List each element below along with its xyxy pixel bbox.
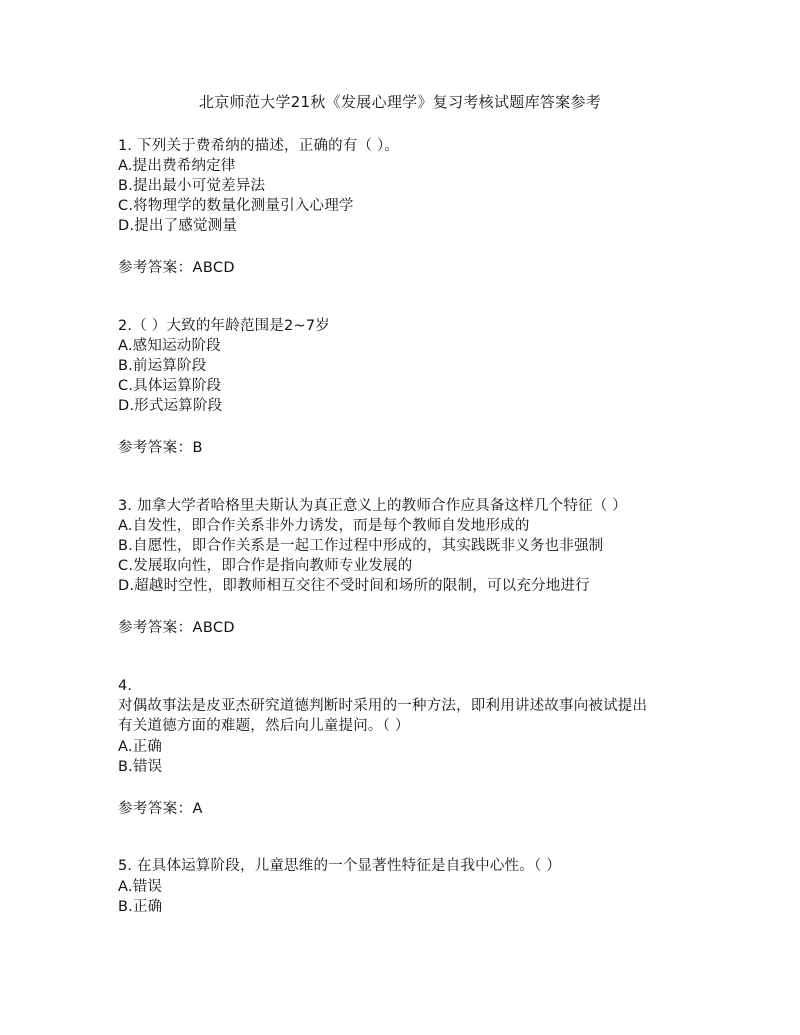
question-1-option-c: C.将物理学的数量化测量引入心理学 — [118, 198, 354, 214]
question-4-option-b: B.错误 — [118, 759, 163, 775]
question-3-option-d: D.超越时空性，即教师相互交往不受时间和场所的限制，可以充分地进行 — [118, 578, 590, 594]
question-4-stem-line-2: 有关道德方面的难题，然后向儿童提问。（ ） — [118, 718, 410, 734]
question-1-option-d: D.提出了感觉测量 — [118, 218, 238, 234]
question-3-option-b: B.自愿性，即合作关系是一起工作过程中形成的，其实践既非义务也非强制 — [118, 538, 604, 554]
question-4-number: 4. — [118, 678, 133, 694]
question-4-option-a: A.正确 — [118, 739, 163, 755]
question-2-answer: 参考答案：B — [118, 440, 203, 456]
question-5-stem: 5. 在具体运算阶段，儿童思维的一个显著性特征是自我中心性。（ ） — [118, 858, 561, 874]
question-5-option-b: B.正确 — [118, 899, 163, 915]
question-3-option-c: C.发展取向性，即合作是指向教师专业发展的 — [118, 558, 413, 574]
document-title: 北京师范大学21秋《发展心理学》复习考核试题库答案参考 — [198, 93, 602, 111]
question-2-option-c: C.具体运算阶段 — [118, 378, 222, 394]
question-1-stem: 1. 下列关于费希纳的描述，正确的有（ ）。 — [118, 138, 400, 154]
question-1-option-b: B.提出最小可觉差异法 — [118, 178, 266, 194]
question-2-stem: 2.（ ）大致的年龄范围是2~7岁 — [118, 318, 330, 334]
question-3-stem: 3. 加拿大学者哈格里夫斯认为真正意义上的教师合作应具备这样几个特征（ ） — [118, 498, 627, 514]
question-4-answer: 参考答案：A — [118, 801, 203, 817]
question-2-option-a: A.感知运动阶段 — [118, 338, 221, 354]
question-5-option-a: A.错误 — [118, 879, 163, 895]
question-1-answer: 参考答案：ABCD — [118, 260, 236, 276]
question-3-answer: 参考答案：ABCD — [118, 620, 236, 636]
question-1-option-a: A.提出费希纳定律 — [118, 158, 236, 174]
question-2-option-b: B.前运算阶段 — [118, 358, 207, 374]
question-3-option-a: A.自发性，即合作关系非外力诱发，而是每个教师自发地形成的 — [118, 518, 530, 534]
question-4-stem-line-1: 对偶故事法是皮亚杰研究道德判断时采用的一种方法，即利用讲述故事向被试提出 — [118, 698, 648, 714]
question-2-option-d: D.形式运算阶段 — [118, 398, 223, 414]
